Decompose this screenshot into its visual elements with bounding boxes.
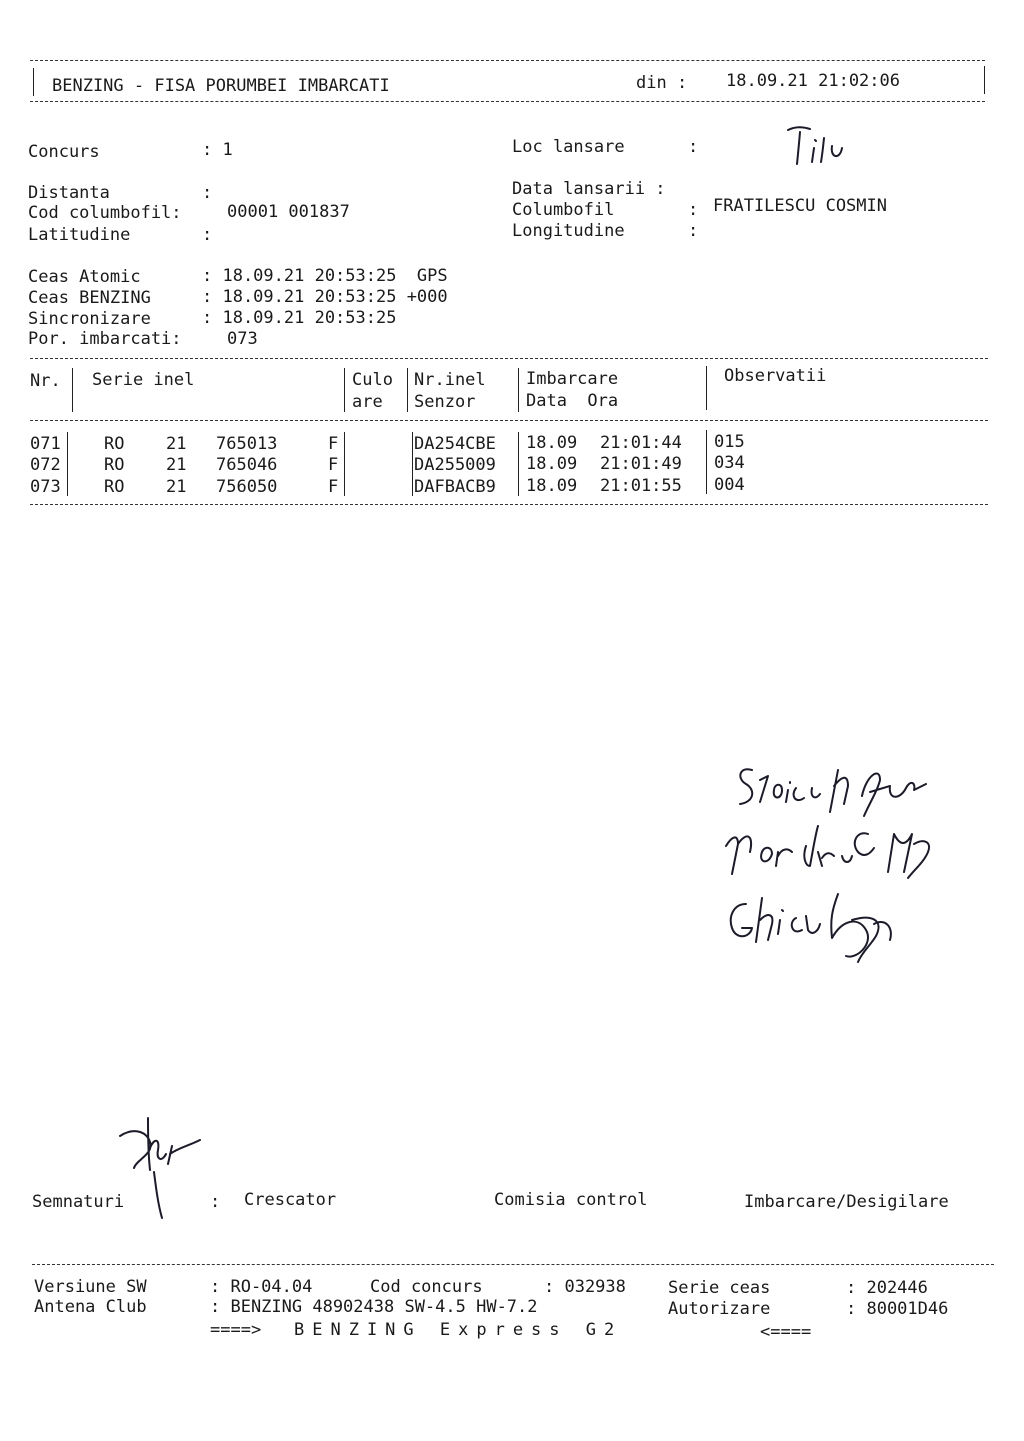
col-header-observatii: Observatii <box>724 366 827 386</box>
row-sensor: DAFBACB9 <box>414 477 496 497</box>
row-ring: 765013 <box>216 434 278 454</box>
autorizare-value: : 80001D46 <box>846 1299 949 1319</box>
ceas-atomic-label: Ceas Atomic <box>28 267 141 287</box>
row-time: 21:01:49 <box>600 454 682 474</box>
latitudine-label: Latitudine <box>28 225 131 245</box>
por-imbarcati-value: 073 <box>227 329 258 349</box>
row-sensor: DA254CBE <box>414 434 496 454</box>
handwritten-signature-1 <box>730 756 990 826</box>
concurs-value: : 1 <box>202 140 233 160</box>
semnaturi-label: Semnaturi <box>32 1192 125 1212</box>
autorizare-label: Autorizare <box>668 1299 771 1319</box>
col-header-data-ora: Data Ora <box>526 391 619 411</box>
express-arrow-right: <==== <box>760 1322 812 1342</box>
row-time: 21:01:55 <box>600 476 682 496</box>
distanta-label: Distanta <box>28 183 110 203</box>
distanta-sep: : <box>202 183 213 203</box>
header-top-border <box>30 60 985 61</box>
row-ring: 765046 <box>216 455 278 475</box>
table-col-line <box>407 368 408 412</box>
serie-ceas-label: Serie ceas <box>668 1278 771 1298</box>
row-nr: 073 <box>30 477 61 497</box>
table-bottom-border <box>30 504 988 505</box>
ceas-atomic-value: : 18.09.21 20:53:25 GPS <box>202 266 448 286</box>
row-date: 18.09 <box>526 454 578 474</box>
header-right-border <box>984 66 985 94</box>
sincronizare-label: Sincronizare <box>28 309 151 329</box>
col-header-senzor: Senzor <box>414 392 476 412</box>
row-obs: 004 <box>714 475 745 495</box>
footer-separator <box>32 1264 994 1265</box>
antena-club-label: Antena Club <box>34 1297 147 1317</box>
col-header-nr: Nr. <box>30 371 61 391</box>
columbofil-sep: : <box>688 200 699 220</box>
columbofil-value: FRATILESCU COSMIN <box>713 196 887 216</box>
header-left-border <box>33 68 34 96</box>
crescator-signature <box>108 1108 221 1228</box>
table-col-line <box>412 432 413 496</box>
table-col-line <box>72 368 73 412</box>
ceas-benzing-label: Ceas BENZING <box>28 288 151 308</box>
row-date: 18.09 <box>526 433 578 453</box>
col-header-culoare: Culo <box>352 370 393 390</box>
table-col-line <box>67 432 68 496</box>
row-ring: 756050 <box>216 477 278 497</box>
cod-concurs-label: Cod concurs <box>370 1277 483 1297</box>
header-bottom-border <box>30 101 985 102</box>
table-col-line <box>518 432 519 496</box>
crescator-label: Crescator <box>244 1190 337 1210</box>
ceas-benzing-value: : 18.09.21 20:53:25 +000 <box>202 287 448 307</box>
row-nr: 071 <box>30 434 61 454</box>
handwritten-signature-2 <box>718 818 958 888</box>
row-sensor: DA255009 <box>414 455 496 475</box>
table-col-line <box>344 368 345 412</box>
col-header-nr-inel: Nr.inel <box>414 370 486 390</box>
imbarcare-desigilare-label: Imbarcare/Desigilare <box>744 1192 949 1212</box>
antena-club-value: : BENZING 48902438 SW-4.5 HW-7.2 <box>210 1297 538 1317</box>
handwritten-signature-3 <box>722 880 952 970</box>
loc-lansare-sep: : <box>688 137 699 157</box>
row-country: RO <box>104 434 125 454</box>
row-sex: F <box>328 434 339 454</box>
row-country: RO <box>104 455 125 475</box>
col-header-imbarcare: Imbarcare <box>526 369 619 389</box>
semnaturi-sep: : <box>210 1192 221 1212</box>
row-obs: 034 <box>714 453 745 473</box>
data-lansarii-label: Data lansarii : <box>512 179 666 199</box>
row-sex: F <box>328 455 339 475</box>
por-imbarcati-label: Por. imbarcati: <box>28 329 182 349</box>
concurs-label: Concurs <box>28 142 100 162</box>
row-date: 18.09 <box>526 476 578 496</box>
row-time: 21:01:44 <box>600 433 682 453</box>
header-date-label: din : <box>636 73 688 93</box>
table-col-line <box>706 366 707 410</box>
cod-concurs-value: : 032938 <box>544 1277 626 1297</box>
cod-columbofil-value: 00001 001837 <box>227 202 350 222</box>
versiune-sw-label: Versiune SW <box>34 1277 147 1297</box>
table-top-border <box>30 358 988 359</box>
express-arrow-left: ====> <box>210 1320 262 1340</box>
row-sex: F <box>328 477 339 497</box>
sincronizare-value: : 18.09.21 20:53:25 <box>202 308 397 328</box>
row-nr: 072 <box>30 455 61 475</box>
express-banner: BENZING Express G2 <box>294 1320 623 1340</box>
col-header-culoare-2: are <box>352 392 383 412</box>
latitudine-sep: : <box>202 225 213 245</box>
loc-lansare-handwritten <box>782 120 872 170</box>
columbofil-label: Columbofil <box>512 200 615 220</box>
versiune-sw-value: : RO-04.04 <box>210 1277 313 1297</box>
table-col-line <box>706 430 707 494</box>
loc-lansare-label: Loc lansare <box>512 137 625 157</box>
row-obs: 015 <box>714 432 745 452</box>
cod-columbofil-label: Cod columbofil: <box>28 203 182 223</box>
table-header-separator <box>30 420 988 421</box>
row-year: 21 <box>166 477 187 497</box>
comisia-control-label: Comisia control <box>494 1190 648 1210</box>
row-country: RO <box>104 477 125 497</box>
table-col-line <box>518 368 519 412</box>
col-header-serie-inel: Serie inel <box>92 370 195 390</box>
table-col-line <box>344 432 345 496</box>
longitudine-label: Longitudine <box>512 221 625 241</box>
header-date-value: 18.09.21 21:02:06 <box>726 71 900 91</box>
row-year: 21 <box>166 434 187 454</box>
document-title: BENZING - FISA PORUMBEI IMBARCATI <box>52 76 390 96</box>
row-year: 21 <box>166 455 187 475</box>
serie-ceas-value: : 202446 <box>846 1278 928 1298</box>
longitudine-sep: : <box>688 221 699 241</box>
